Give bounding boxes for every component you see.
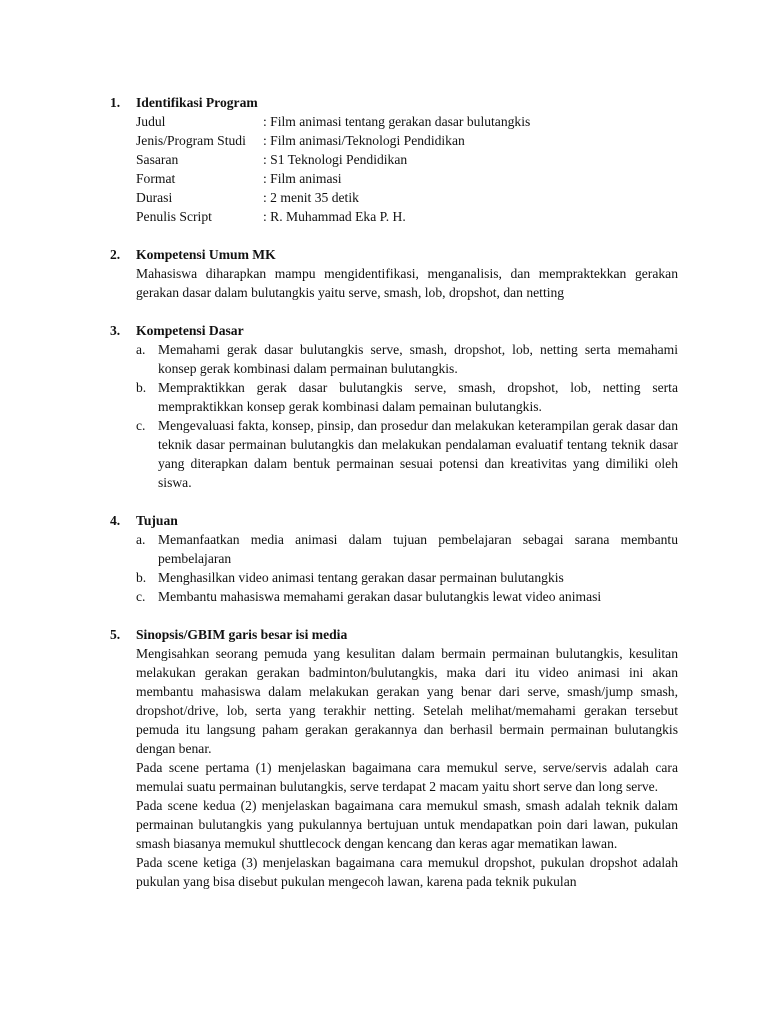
section-sinopsis (110, 625, 678, 891)
list-marker: a. (136, 532, 146, 547)
section-heading (110, 511, 678, 530)
section-heading (110, 245, 678, 264)
synopsis-paragraph: Pada scene kedua (2) menjelaskan bagaimana cara memukul smash, smash adalah teknik dalam permainan bulutangkis yang pukulannya bertujuan untuk mendapatkan poin dari lawan, pukulan smash biasanya memukul shuttlecock dengan kencang dan keras agar mematikan lawan. (136, 798, 678, 851)
list-text: Membantu mahasiswa memahami gerakan dasar bulutangkis lewat video animasi (158, 589, 602, 604)
row-value: : S1 Teknologi Pendidikan (263, 152, 408, 167)
row-value: : R. Muhammad Eka P. H. (263, 209, 406, 224)
identification-row (136, 188, 678, 207)
section-identifikasi-program (110, 93, 678, 226)
section-heading (110, 93, 678, 112)
synopsis-paragraph: Pada scene ketiga (3) menjelaskan bagaimana cara memukul dropshot, pukulan dropshot adalah pukulan yang bisa disebut pukulan mengecoh lawan, karena pada teknik pukulan (136, 855, 678, 889)
section-heading (110, 625, 678, 644)
list-item (136, 416, 678, 492)
list-marker: a. (136, 342, 146, 357)
list-marker: c. (136, 418, 146, 433)
row-value: : 2 menit 35 detik (263, 190, 359, 205)
section-number: 1. (110, 95, 121, 110)
row-value: : Film animasi/Teknologi Pendidikan (263, 133, 465, 148)
list-text: Menghasilkan video animasi tentang gerakan dasar permainan bulutangkis (158, 570, 564, 585)
section-number: 4. (110, 513, 121, 528)
section-title: Kompetensi Umum MK (136, 247, 276, 262)
section-tujuan (110, 511, 678, 606)
section-heading (110, 321, 678, 340)
list-text: Mengevaluasi fakta, konsep, pinsip, dan prosedur dan melakukan keterampilan gerak dasar dan teknik dasar permainan bulutangkis dan melakukan pendalaman evaluatif tentang teknik dasar yang diterapkan dalam bentuk permainan sesuai potensi dan kreativitas yang dimiliki oleh siswa. (158, 418, 678, 490)
list-item (136, 587, 678, 606)
sub-list (136, 340, 678, 492)
row-key: Durasi (136, 190, 173, 205)
section-number: 5. (110, 627, 121, 642)
synopsis-paragraph: Pada scene pertama (1) menjelaskan bagaimana cara memukul serve, serve/servis adalah cara memulai suatu permainan bulutangkis, serve terdapat 2 macam yaitu short serve dan long serve. (136, 760, 678, 794)
section-kompetensi-umum (110, 245, 678, 302)
synopsis-paragraph: Mengisahkan seorang pemuda yang kesulitan dalam bermain permainan bulutangkis, kesulitan melakukan gerakan gerakan badminton/bulutangkis, maka dari itu video animasi ini akan membantu mahasiswa dalam melakukan gerakan yang benar dari serve, smash/jump smash, dropshot/drive, lob, serta yang terakhir netting. Setelah melihat/memahami gerakan tersebut pemuda itu langsung paham gerakan gerakannya dan berhasil bermain permainan bulutangkis dengan benar. (136, 646, 678, 756)
section-kompetensi-dasar (110, 321, 678, 492)
list-marker: b. (136, 570, 147, 585)
list-item (136, 568, 678, 587)
section-title: Kompetensi Dasar (136, 323, 244, 338)
identification-row (136, 207, 678, 226)
identification-row (136, 169, 678, 188)
row-key: Sasaran (136, 152, 179, 167)
row-key: Format (136, 171, 176, 186)
section-number: 2. (110, 247, 121, 262)
sub-list (136, 530, 678, 606)
list-marker: c. (136, 589, 146, 604)
list-item (136, 340, 678, 378)
list-item (136, 530, 678, 568)
section-number: 3. (110, 323, 121, 338)
list-text: Mempraktikkan gerak dasar bulutangkis serve, smash, dropshot, lob, netting serta mempraktikkan konsep gerak kombinasi dalam pemainan bulutangkis. (158, 380, 678, 414)
row-key: Judul (136, 114, 166, 129)
identification-table (136, 112, 678, 226)
document-content (110, 93, 678, 910)
section-title: Identifikasi Program (136, 95, 258, 110)
row-value: : Film animasi (263, 171, 342, 186)
list-text: Memahami gerak dasar bulutangkis serve, smash, dropshot, lob, netting serta memahami konsep gerak kombinasi dalam permainan bulutangkis. (158, 342, 678, 376)
section-title: Tujuan (136, 513, 178, 528)
identification-row (136, 112, 678, 131)
row-key: Jenis/Program Studi (136, 133, 246, 148)
identification-row (136, 131, 678, 150)
identification-row (136, 150, 678, 169)
section-paragraph: Mahasiswa diharapkan mampu mengidentifikasi, menganalisis, dan mempraktekkan gerakan gerakan dasar dalam bulutangkis yaitu serve, smash, lob, dropshot, dan netting (136, 266, 678, 300)
row-value: : Film animasi tentang gerakan dasar bulutangkis (263, 114, 531, 129)
list-item (136, 378, 678, 416)
list-text: Memanfaatkan media animasi dalam tujuan pembelajaran sebagai sarana membantu pembelajaran (158, 532, 678, 566)
list-marker: b. (136, 380, 147, 395)
row-key: Penulis Script (136, 209, 212, 224)
section-title: Sinopsis/GBIM garis besar isi media (136, 627, 348, 642)
